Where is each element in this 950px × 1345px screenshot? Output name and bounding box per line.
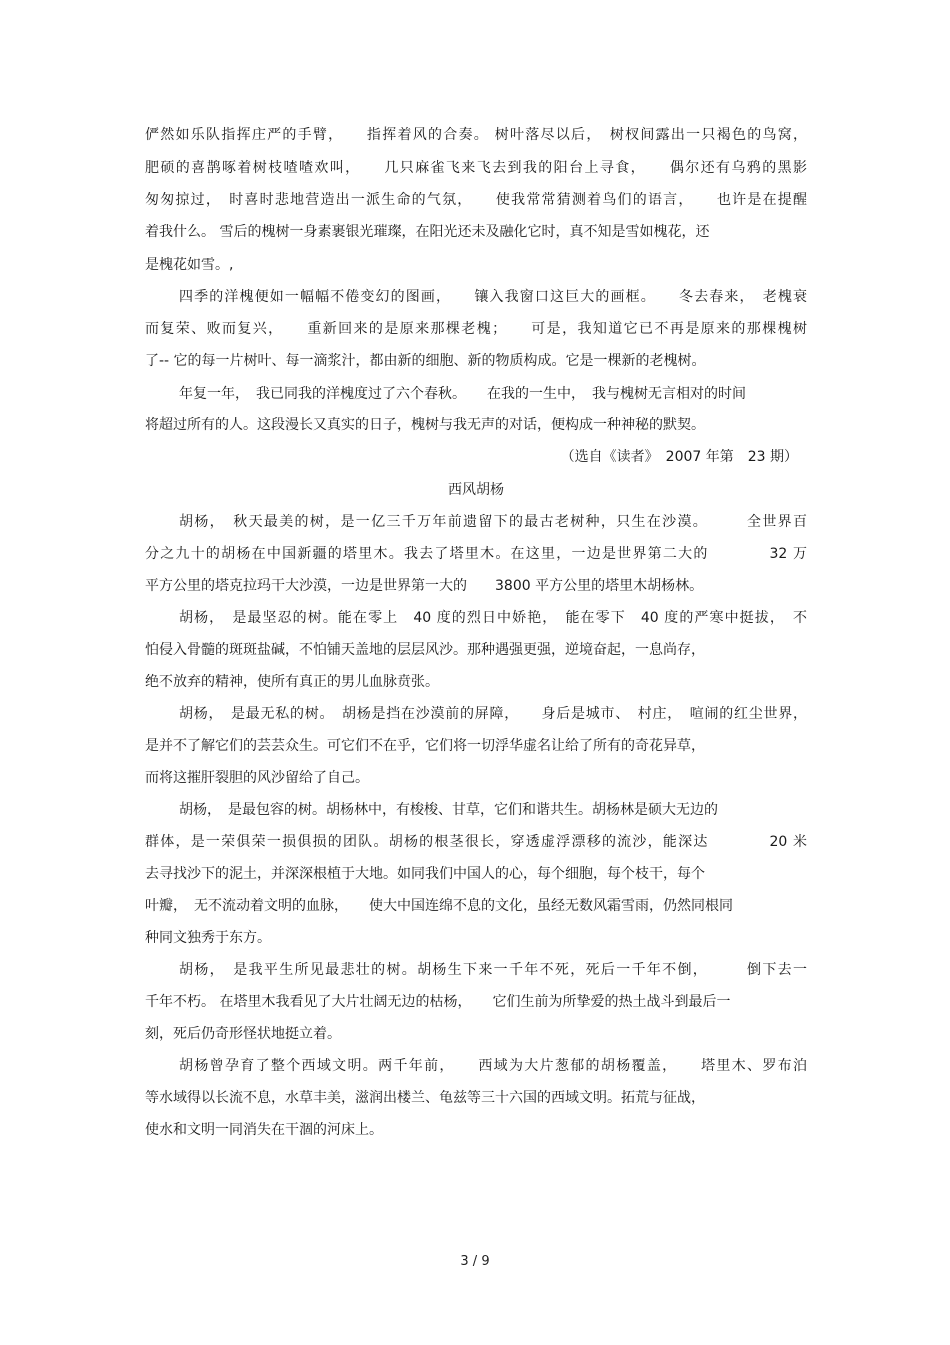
text-line: 着我什么。 雪后的槐树一身素裹银光璀璨，在阳光还未及融化它时，真不知是雪如槐花，还 [145, 224, 710, 240]
text-line: 种同文独秀于东方。 [145, 930, 271, 946]
text-line: 将超过所有的人。这段漫长又真实的日子，槐树与我无声的对话，便构成一种神秘的默契。 [145, 417, 705, 433]
text-line: 平方公里的塔克拉玛干大沙漠，一边是世界第一大的 3800 平方公里的塔里木胡杨林。 [145, 578, 704, 594]
text-line: 怕侵入骨髓的斑斑盐碱，不怕铺天盖地的层层风沙。那种遇强更强，逆境奋起，一息尚存， [145, 642, 705, 658]
paragraph-first-line: 四季的洋槐便如一幅幅不倦变幻的图画， 镶入我窗口这巨大的画框。 冬去春来， 老槐衰 [179, 289, 807, 305]
text-line: 而复荣、败而复兴， 重新回来的是原来那棵老槐； 可是，我知道它已不再是原来的那棵槐树 [145, 321, 807, 337]
text-line: 群体，是一荣俱荣一损俱损的团队。胡杨的根茎很长，穿透虚浮漂移的流沙，能深达 20 米 [145, 834, 807, 850]
text-line: 叶瓣， 无不流动着文明的血脉， 使大中国连绵不息的文化，虽经无数风霜雪雨，仍然同根同 [145, 898, 733, 914]
text-line: 是槐花如雪。, [145, 257, 234, 273]
text-line: 绝不放弃的精神，使所有真正的男儿血脉贲张。 [145, 674, 439, 690]
text-line: 使水和文明一同消失在干涸的河床上。 [145, 1122, 383, 1138]
paragraph-first-line: 胡杨， 是最包容的树。胡杨林中，有梭梭、甘草，它们和谐共生。胡杨林是硕大无边的 [179, 802, 718, 818]
text-line: 肥硕的喜鹊啄着树枝喳喳欢叫， 几只麻雀飞来飞去到我的阳台上寻食， 偶尔还有乌鸦的黑影 [145, 160, 807, 176]
paragraph-first-line: 年复一年， 我已同我的洋槐度过了六个春秋。 在我的一生中， 我与槐树无言相对的时间 [179, 386, 746, 402]
text-line: 匆匆掠过， 时喜时悲地营造出一派生命的气氛， 使我常常猜测着鸟们的语言， 也许是在提醒 [145, 192, 807, 208]
paragraph-first-line: 胡杨， 是最坚忍的树。能在零上 40 度的烈日中娇艳， 能在零下 40 度的严寒中挺拔， 不 [179, 610, 807, 626]
paragraph-first-line: 胡杨， 是我平生所见最悲壮的树。胡杨生下来一千年不死，死后一千年不倒， 倒下去一 [179, 962, 807, 978]
source-citation: （选自《读者》 2007 年第 23 期） [560, 449, 798, 465]
section-title: 西风胡杨 [448, 482, 504, 498]
paragraph-first-line: 胡杨， 秋天最美的树，是一亿三千万年前遗留下的最古老树种，只生在沙漠。 全世界百 [179, 514, 807, 530]
text-line: 分之九十的胡杨在中国新疆的塔里木。我去了塔里木。在这里，一边是世界第二大的 32 万 [145, 546, 807, 562]
text-line: 刻，死后仍奇形怪状地挺立着。 [145, 1026, 341, 1042]
text-line: 千年不朽。 在塔里木我看见了大片壮阔无边的枯杨， 它们生前为所挚爱的热土战斗到最后一 [145, 994, 731, 1010]
text-line: 了-- 它的每一片树叶、每一滴浆汁，都由新的细胞、新的物质构成。它是一棵新的老槐树。 [145, 353, 706, 369]
text-line: 去寻找沙下的泥土，并深深根植于大地。如同我们中国人的心，每个细胞，每个枝干，每个 [145, 866, 705, 882]
text-line: 等水域得以长流不息，水草丰美，滋润出楼兰、龟兹等三十六国的西域文明。拓荒与征战， [145, 1090, 705, 1106]
paragraph-first-line: 胡杨， 是最无私的树。 胡杨是挡在沙漠前的屏障， 身后是城市、 村庄， 喧闹的红尘世界， [179, 706, 807, 722]
text-line: 而将这摧肝裂胆的风沙留给了自己。 [145, 770, 369, 786]
text-line: 俨然如乐队指挥庄严的手臂， 指挥着风的合奏。 树叶落尽以后， 树杈间露出一只褐色的鸟窝， [145, 127, 807, 143]
paragraph-first-line: 胡杨曾孕育了整个西域文明。两千年前， 西域为大片葱郁的胡杨覆盖， 塔里木、罗布泊 [179, 1058, 807, 1074]
page-number: 3 / 9 [460, 1254, 490, 1269]
text-line: 是并不了解它们的芸芸众生。可它们不在乎，它们将一切浮华虚名让给了所有的奇花异草， [145, 738, 705, 754]
